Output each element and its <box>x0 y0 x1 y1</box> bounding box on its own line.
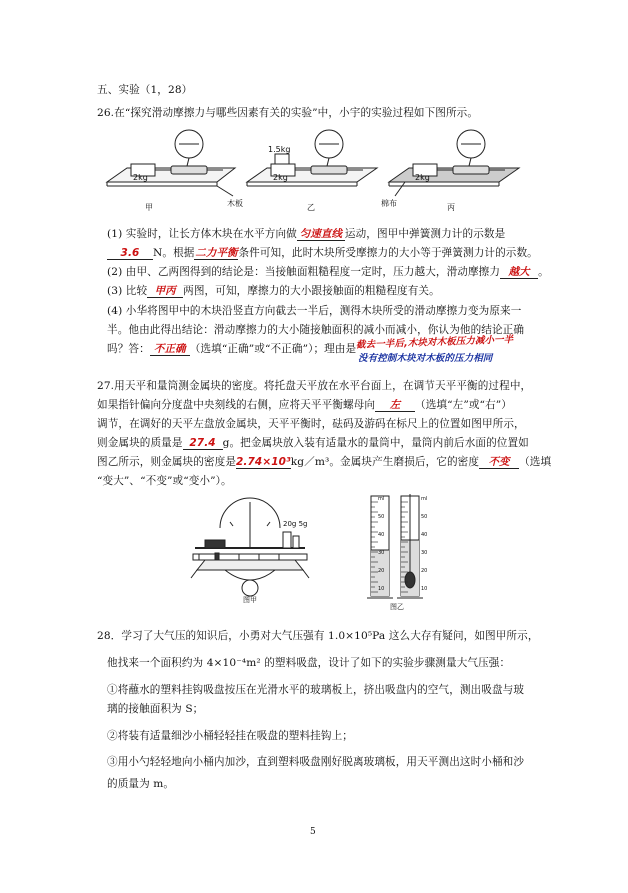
q26-p3 <box>107 285 440 298</box>
fig-label-yi-27: 图乙 <box>390 603 404 611</box>
q26-answer-compare: 甲丙 <box>147 285 183 298</box>
friction-experiment-diagram <box>105 126 525 216</box>
cylinder-scale-label-left: 30 <box>378 550 385 556</box>
cylinder-scale-label-right: ml <box>421 496 428 502</box>
q27-line4 <box>97 437 529 450</box>
fig-label-mianbu: 棉布 <box>381 199 397 208</box>
q26-p1-text-c: N。根据 <box>153 247 195 259</box>
q26-p4-line3 <box>107 343 356 356</box>
q27-text-4b: g。把金属块放入装有适量水的量筒中，量筒内前后水面的位置如 <box>222 437 529 449</box>
weight-label-15kg: 1.5kg <box>268 145 291 154</box>
cylinder-scale-label-right: 40 <box>421 532 428 538</box>
weight-label-2kg-yi: 2kg <box>273 173 288 182</box>
weight-label-2kg-bing: 2kg <box>415 173 430 182</box>
q26-p4-text-a: 吗？答： <box>107 343 150 355</box>
q27-answer-mass: 27.4 <box>183 437 223 450</box>
q26-answer-condition: 二力平衡 <box>195 247 238 259</box>
q26-p2-text-b: 。 <box>538 266 549 278</box>
q26-answer-reason-b: 没有控制木块对木板的压力相同 <box>358 353 493 364</box>
section-title: 五、实验（1，28） <box>97 84 193 96</box>
q26-p3-text-b: 两图，可知，摩擦力的大小跟接触面的粗糙程度有关。 <box>183 285 440 297</box>
q26-p2 <box>107 266 549 279</box>
q27-balance-figure <box>185 498 315 608</box>
q27-answer-density-change: 不变 <box>479 456 519 469</box>
q26-p3-text-a: (3) 比较 <box>107 285 148 297</box>
q27-line5 <box>97 456 551 469</box>
q26-answer-reason-a: 截去一半后,木块对木板压力减小一半 <box>355 334 514 351</box>
q27-text-5c: （选填 <box>519 456 552 468</box>
cylinder-scale-label-left: 40 <box>378 532 385 538</box>
q27-text-2b: （选填“左”或“右”） <box>415 399 512 411</box>
balance-diagram <box>185 498 315 608</box>
q26-p1-text-a: (1) 实验时，让长方体木块在水平方向做 <box>107 228 297 240</box>
q26-answer-motion: 匀速直线 <box>297 228 345 241</box>
cylinder-scale-label-left: 50 <box>378 514 385 520</box>
q28-step3-b: 的质量为 m。 <box>107 778 175 790</box>
q27-line2 <box>97 399 512 412</box>
q28-step1-b: 璃的接触面积为 S； <box>107 703 204 715</box>
q26-p1-text-b: 运动，图甲中弹簧测力计的示数是 <box>344 228 506 240</box>
q28-line2: 他找来一个面积约为 4×10⁻⁴m² 的塑料吸盘，设计了如下的实验步骤测量大气压强： <box>107 657 511 669</box>
q26-p1-line2 <box>107 247 538 260</box>
q28-step1-a: ①将蘸水的塑料挂钩吸盘按压在光滑水平的玻璃板上，挤出吸盘内的空气，测出吸盘与玻 <box>107 684 525 696</box>
q27-answer-density: 2.74×10³ <box>236 456 291 468</box>
q26-p1-text-d: 条件可知，此时木块所受摩擦力的大小等于弹簧测力计的示数。 <box>238 247 538 259</box>
q27-answer-direction: 左 <box>375 399 415 412</box>
cylinder-scale-label-left: 20 <box>378 568 385 574</box>
q26-p1-line1 <box>107 228 505 241</box>
q26-p2-text-a: (2) 由甲、乙两图得到的结论是：当接触面粗糙程度一定时，压力越大，滑动摩擦力 <box>107 266 501 278</box>
fig-label-muban: 木板 <box>227 199 243 208</box>
cylinder-scale-label-right: 30 <box>421 550 428 556</box>
cylinder-scale-label-left: 10 <box>378 586 385 592</box>
q26-answer-correctness: 不正确 <box>150 343 190 356</box>
q27-line6: “变大”、“不变”或“变小”）。 <box>97 475 232 487</box>
q26-figure <box>105 126 525 216</box>
q26-p4-text-b: （选填“正确”或“不正确”）；理由是 <box>189 343 357 355</box>
fig-label-jia-27: 图甲 <box>243 596 257 604</box>
q26-stem: 26.在“探究滑动摩擦力与哪些因素有关的实验”中，小宇的实验过程如下图所示。 <box>97 107 479 119</box>
q27-text-5a: 图乙所示，则金属块的密度是 <box>97 456 237 468</box>
weight-label-2kg-jia: 2kg <box>133 173 148 182</box>
q26-answer-friction-change: 越大 <box>500 266 538 279</box>
q27-line3: 调节，在调好的天平左盘放金属块，天平平衡时，砝码及游码在标尺上的位置如图甲所示， <box>97 418 525 430</box>
q26-p4-line2: 半。他由此得出结论：滑动摩擦力的大小随接触面积的减小而减小，你认为他的结论正确 <box>107 324 525 336</box>
q28-step3-a: ③用小勺轻轻地向小桶内加沙，直到塑料吸盘刚好脱离玻璃板，用天平测出这时小桶和沙 <box>107 756 525 768</box>
fig-label-bing: 丙 <box>447 203 455 212</box>
q28-line1: 28．学习了大气压的知识后，小勇对大气压强有 1.0×10⁵Pa 这么大存有疑问，如图甲所示， <box>97 630 539 642</box>
q27-text-4a: 则金属块的质量是 <box>97 437 183 449</box>
fig-label-yi: 乙 <box>307 203 315 212</box>
cylinder-scale-label-left: ml <box>378 496 385 502</box>
q27-cylinder-figure <box>365 490 435 615</box>
fig-label-jia: 甲 <box>145 203 153 212</box>
q27-line1: 27.用天平和量筒测金属块的密度。将托盘天平放在水平台面上，在调节天平平衡的过程中， <box>97 380 532 392</box>
q26-p4-line1: (4) 小华将图甲中的木块沿竖直方向截去一半后，测得木块所受的滑动摩擦力变为原来一 <box>107 305 522 317</box>
q27-text-2a: 如果指针偏向分度盘中央刻线的右侧，应将天平平衡螺母向 <box>97 399 376 411</box>
q28-step2: ②将装有适量细沙小桶轻轻挂在吸盘的塑料挂钩上； <box>107 730 353 742</box>
cylinder-scale-label-right: 10 <box>421 586 428 592</box>
balance-weights-label: 20g 5g <box>283 520 308 528</box>
cylinder-scale-label-right: 50 <box>421 514 428 520</box>
page-number: 5 <box>310 827 316 837</box>
cylinder-scale-label-right: 20 <box>421 568 428 574</box>
q27-text-5b: kg／m³。金属块产生磨损后，它的密度 <box>290 456 480 468</box>
q26-answer-force-reading: 3.6 <box>107 247 153 260</box>
